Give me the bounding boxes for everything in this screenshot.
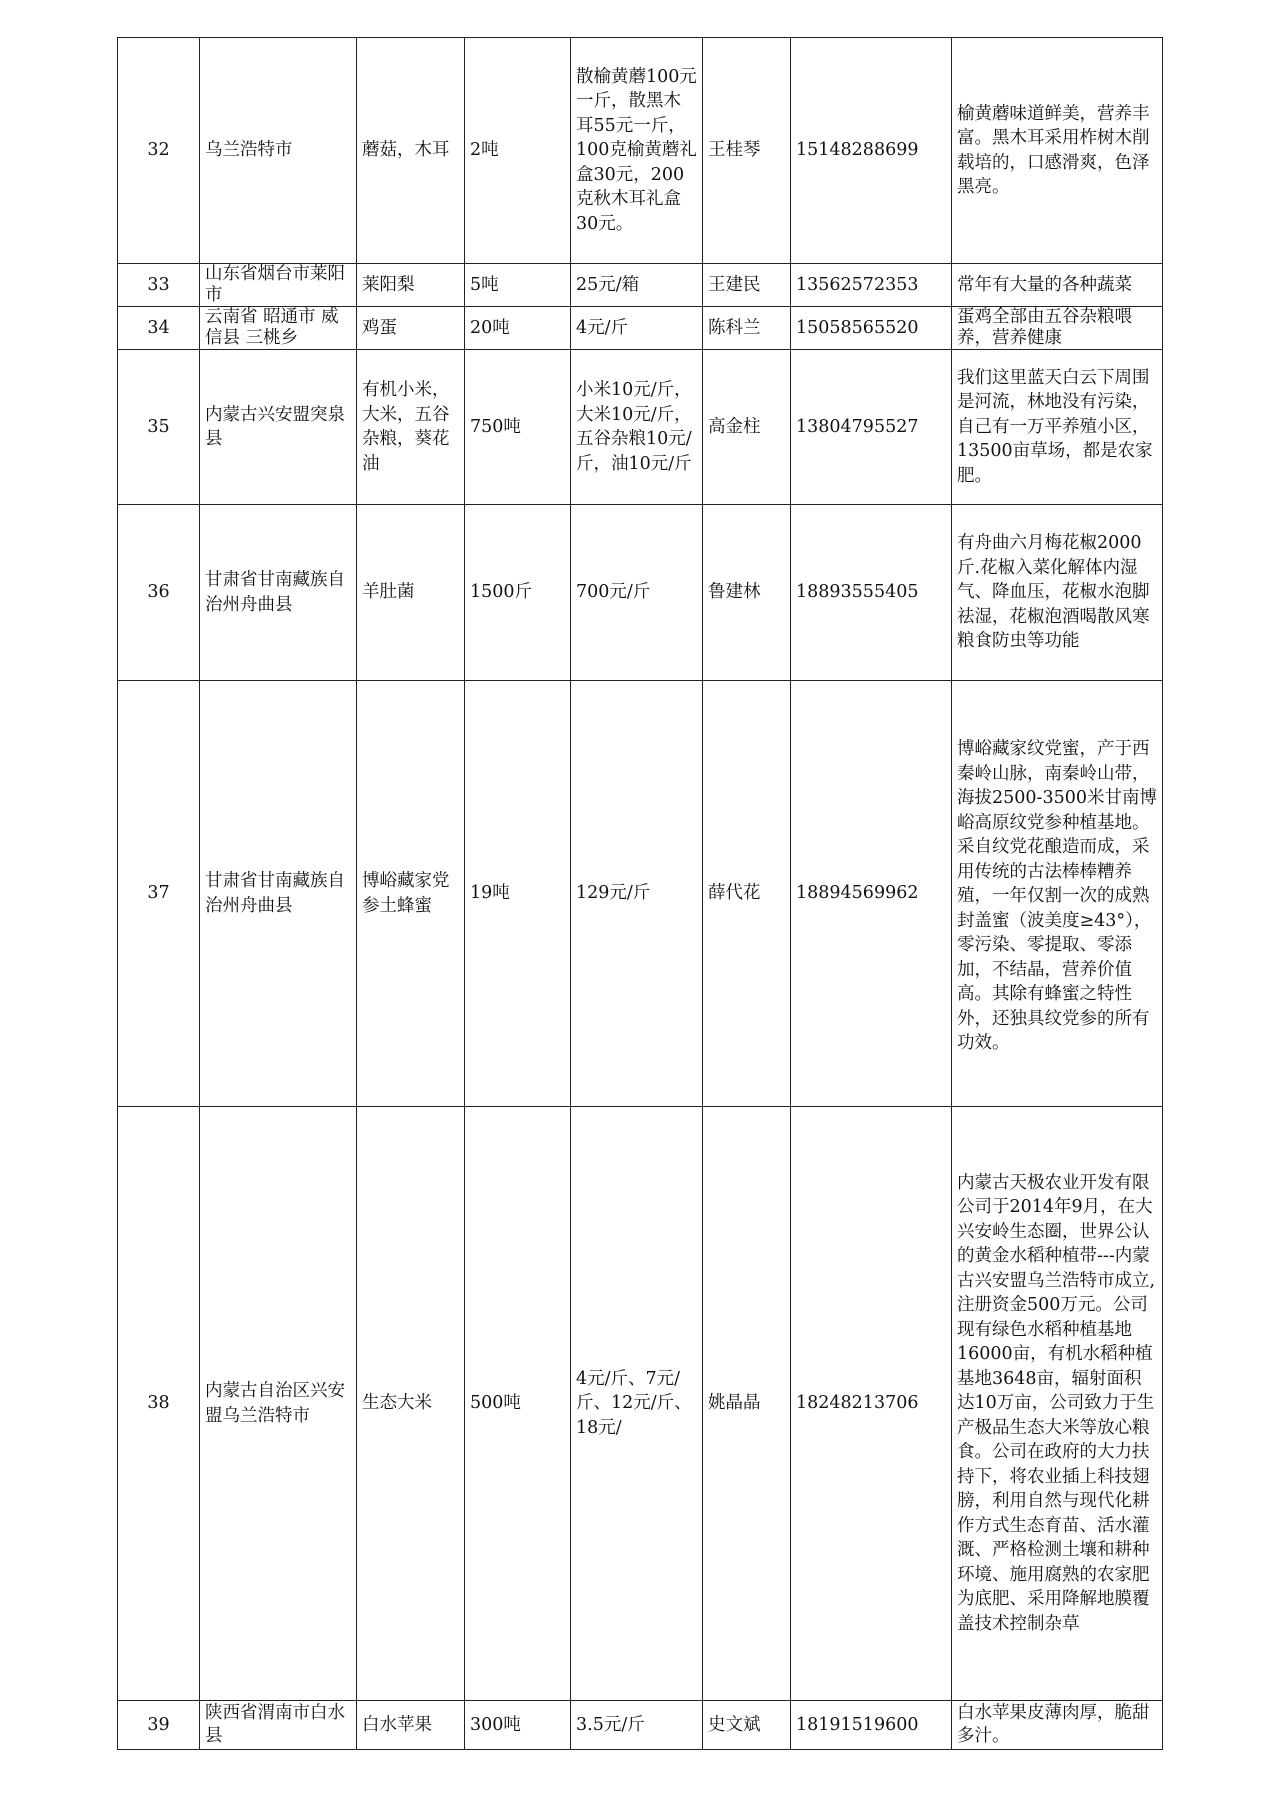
contact-cell: 王桂琴 <box>703 38 791 264</box>
row-number: 34 <box>118 307 200 350</box>
table-row <box>118 307 1163 350</box>
region-cell: 内蒙古兴安盟突泉县 <box>200 350 357 505</box>
product-cell: 生态大米 <box>357 1107 465 1701</box>
contact-cell: 史文斌 <box>703 1701 791 1750</box>
region-cell: 内蒙古自治区兴安盟乌兰浩特市 <box>200 1107 357 1701</box>
description-cell: 我们这里蓝天白云下周围是河流，林地没有污染，自己有一万平养殖小区，13500亩草场，都是农家肥。 <box>952 350 1163 505</box>
region-cell: 甘肃省甘南藏族自治州舟曲县 <box>200 681 357 1107</box>
row-number: 32 <box>118 38 200 264</box>
contact-cell: 姚晶晶 <box>703 1107 791 1701</box>
table-row <box>118 1107 1163 1701</box>
contact-cell: 薛代花 <box>703 681 791 1107</box>
quantity-cell: 19吨 <box>465 681 571 1107</box>
price-cell: 散榆黄蘑100元一斤，散黑木耳55元一斤，100克榆黄蘑礼盒30元，200克秋木耳礼盒30元。 <box>571 38 703 264</box>
price-cell: 700元/斤 <box>571 505 703 681</box>
quantity-cell: 500吨 <box>465 1107 571 1701</box>
product-cell: 羊肚菌 <box>357 505 465 681</box>
product-cell: 鸡蛋 <box>357 307 465 350</box>
contact-cell: 陈科兰 <box>703 307 791 350</box>
phone-cell: 15058565520 <box>791 307 952 350</box>
product-cell: 莱阳梨 <box>357 264 465 307</box>
phone-cell: 15148288699 <box>791 38 952 264</box>
row-number: 35 <box>118 350 200 505</box>
description-cell: 有舟曲六月梅花椒2000斤.花椒入菜化解体内湿气、降血压，花椒水泡脚祛湿，花椒泡酒喝散风寒粮食防虫等功能 <box>952 505 1163 681</box>
row-number: 33 <box>118 264 200 307</box>
region-cell: 云南省 昭通市 威信县 三桃乡 <box>200 307 357 350</box>
region-cell: 山东省烟台市莱阳市 <box>200 264 357 307</box>
description-cell: 榆黄蘑味道鲜美，营养丰富。黑木耳采用柞树木削载培的，口感滑爽，色泽黑亮。 <box>952 38 1163 264</box>
description-cell: 蛋鸡全部由五谷杂粮喂养，营养健康 <box>952 307 1163 350</box>
price-cell: 4元/斤 <box>571 307 703 350</box>
description-cell: 内蒙古天极农业开发有限公司于2014年9月，在大兴安岭生态圈，世界公认的黄金水稻种植带---内蒙古兴安盟乌兰浩特市成立,注册资金500万元。公司现有绿色水稻种植基地16000亩，有机水稻种植基地3648亩，辐射面积达10万亩，公司致力于生产极品生态大米等放心粮食。公司在政府的大力扶持下，将农业插上科技翅膀，利用自然与现代化耕作方式生态育苗、活水灌溉、严格检测土壤和耕种环境、施用腐熟的农家肥为底肥、采用降解地膜覆盖技术控制杂草 <box>952 1107 1163 1701</box>
phone-cell: 13804795527 <box>791 350 952 505</box>
row-number: 39 <box>118 1701 200 1750</box>
product-cell: 有机小米，大米，五谷杂粮，葵花油 <box>357 350 465 505</box>
row-number: 38 <box>118 1107 200 1701</box>
price-cell: 4元/斤、7元/斤、12元/斤、18元/ <box>571 1107 703 1701</box>
phone-cell: 13562572353 <box>791 264 952 307</box>
table-row <box>118 350 1163 505</box>
description-cell: 常年有大量的各种蔬菜 <box>952 264 1163 307</box>
table-row <box>118 264 1163 307</box>
product-cell: 蘑菇，木耳 <box>357 38 465 264</box>
price-cell: 3.5元/斤 <box>571 1701 703 1750</box>
table-row <box>118 505 1163 681</box>
price-cell: 129元/斤 <box>571 681 703 1107</box>
quantity-cell: 20吨 <box>465 307 571 350</box>
contact-cell: 王建民 <box>703 264 791 307</box>
product-cell: 白水苹果 <box>357 1701 465 1750</box>
product-table <box>117 37 1163 1750</box>
phone-cell: 18894569962 <box>791 681 952 1107</box>
region-cell: 陕西省渭南市白水县 <box>200 1701 357 1750</box>
price-cell: 小米10元/斤，大米10元/斤，五谷杂粮10元/斤，油10元/斤 <box>571 350 703 505</box>
row-number: 36 <box>118 505 200 681</box>
quantity-cell: 2吨 <box>465 38 571 264</box>
phone-cell: 18893555405 <box>791 505 952 681</box>
quantity-cell: 1500斤 <box>465 505 571 681</box>
contact-cell: 高金柱 <box>703 350 791 505</box>
table-row <box>118 681 1163 1107</box>
description-cell: 白水苹果皮薄肉厚，脆甜多汁。 <box>952 1701 1163 1750</box>
price-cell: 25元/箱 <box>571 264 703 307</box>
region-cell: 乌兰浩特市 <box>200 38 357 264</box>
quantity-cell: 300吨 <box>465 1701 571 1750</box>
table-row <box>118 1701 1163 1750</box>
quantity-cell: 5吨 <box>465 264 571 307</box>
region-cell: 甘肃省甘南藏族自治州舟曲县 <box>200 505 357 681</box>
table-row <box>118 38 1163 264</box>
quantity-cell: 750吨 <box>465 350 571 505</box>
description-cell: 博峪藏家纹党蜜，产于西秦岭山脉，南秦岭山带，海拔2500-3500米甘南博峪高原纹党参种植基地。采自纹党花酿造而成，采用传统的古法棒棒糟养殖，一年仅割一次的成熟封盖蜜（波美度≥43°），零污染、零提取、零添加，不结晶，营养价值高。其除有蜂蜜之特性外，还独具纹党参的所有功效。 <box>952 681 1163 1107</box>
row-number: 37 <box>118 681 200 1107</box>
phone-cell: 18248213706 <box>791 1107 952 1701</box>
product-cell: 博峪藏家党参土蜂蜜 <box>357 681 465 1107</box>
contact-cell: 鲁建林 <box>703 505 791 681</box>
phone-cell: 18191519600 <box>791 1701 952 1750</box>
